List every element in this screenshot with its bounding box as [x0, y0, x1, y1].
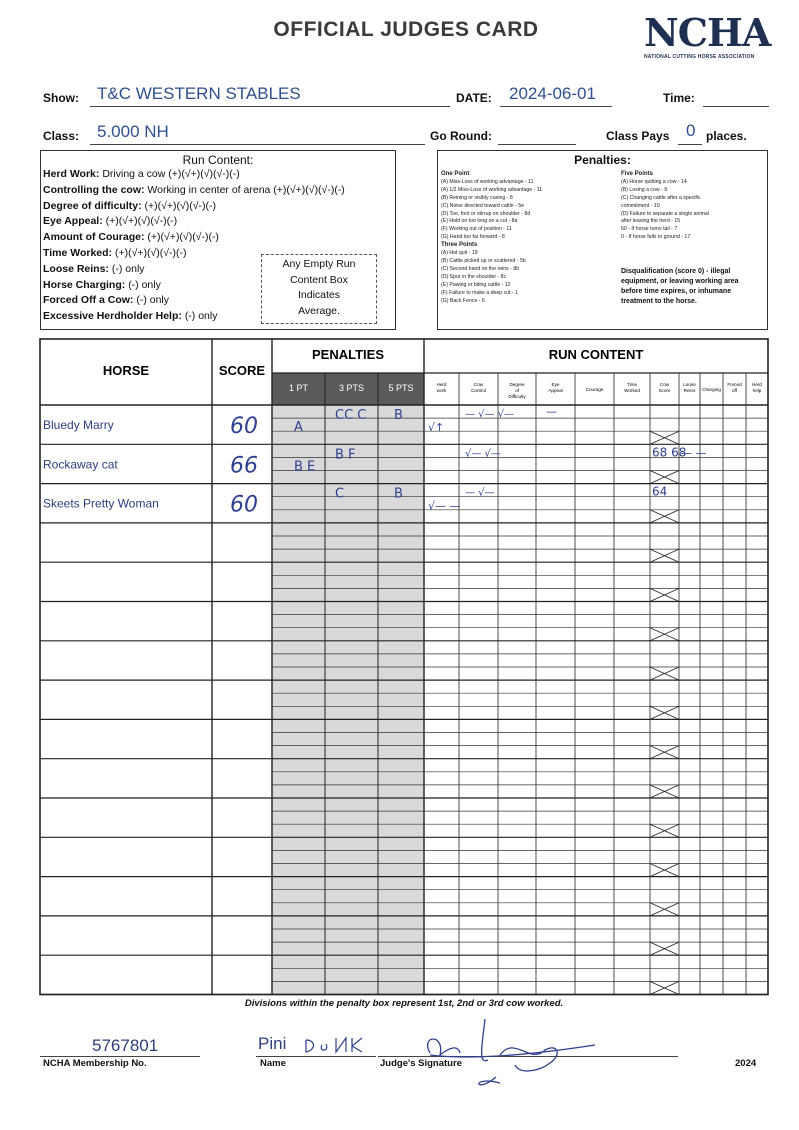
rc-col-header: Herd help	[752, 382, 762, 393]
rc-col-header: Eye Appeal	[548, 382, 563, 393]
rc-herd-work[interactable]: √↑	[428, 421, 445, 434]
penalty-legend-item: (B) Cattle picked up or scattered - 5b	[441, 257, 526, 264]
class-pays-label: Class Pays	[606, 129, 670, 143]
run-content-legend-title: Run Content:	[182, 153, 254, 167]
rc-cow-score[interactable]: 68 68	[652, 445, 687, 460]
legend-item-label: Forced Off a Cow:	[43, 294, 134, 307]
disq-line: Disqualification (score 0) - illegal	[621, 268, 731, 275]
disq-line: before time expires, or inhumane	[621, 288, 732, 295]
run-content-header: RUN CONTENT	[548, 347, 644, 362]
penalty-col-header: 1 PT	[288, 383, 309, 393]
legend-item-label: Herd Work:	[43, 168, 100, 180]
score-value[interactable]: 60	[230, 414, 258, 439]
five-points-title: Five Points	[621, 171, 654, 177]
class-value[interactable]: 5.000 NH	[97, 122, 169, 141]
legend-item-label: Controlling the cow:	[43, 183, 145, 196]
penalty-legend-item: 0 - If horse falls to ground - 17	[621, 234, 691, 241]
logo-subtitle: NATIONAL CUTTING HORSE ASSOCIATION	[644, 54, 755, 60]
rc-col-header: Charging	[702, 387, 721, 392]
rc-cow-control[interactable]: √— √—	[465, 448, 501, 460]
class-label: Class:	[43, 129, 80, 143]
legend-item-text: Driving a cow (+)(√+)(√)(√-)(-)	[102, 168, 240, 180]
penalty-col-header: 5 PTS	[388, 383, 414, 393]
name-value[interactable]: Pini	[258, 1034, 287, 1053]
rc-col-header: Time Worked	[624, 382, 640, 393]
class-pays-value[interactable]: 0	[686, 121, 696, 140]
show-label: Show:	[43, 91, 79, 105]
legend-item-text: (-) only	[184, 310, 218, 323]
year-label: 2024	[735, 1058, 757, 1069]
penalty-legend-item: (G) Back Fence - 6	[441, 297, 485, 304]
penalty-legend-item: commitment - 10	[621, 202, 660, 209]
penalty-3pt[interactable]: CC C	[335, 408, 367, 423]
legend-item-text: (-) only	[111, 262, 145, 275]
horse-name[interactable]: Skeets Pretty Woman	[43, 496, 159, 511]
score-value[interactable]: 66	[230, 453, 258, 479]
penalty-legend-item: (C) Second hand on the reins - 8b	[441, 265, 520, 272]
penalty-legend-item: (B) Reining or visibly cueing - 8	[441, 194, 513, 201]
date-value[interactable]: 2024-06-01	[509, 84, 596, 103]
horse-header: HORSE	[102, 363, 150, 378]
membership-label: NCHA Membership No.	[43, 1058, 147, 1069]
logo-text: NCHA	[644, 10, 771, 55]
disq-line: treatment to the horse.	[621, 298, 697, 305]
penalty-legend-item: (A) Hot quit - 19	[441, 250, 478, 257]
name-label: Name	[260, 1058, 286, 1069]
penalty-legend-item: (A) Miss-Loss of working advantage - 11	[441, 178, 534, 185]
time-label: Time:	[663, 91, 695, 105]
legend-item-label: Time Worked:	[43, 246, 113, 259]
score-value[interactable]: 60	[230, 492, 258, 518]
penalty-5pt[interactable]: B	[394, 486, 403, 502]
penalties-header: PENALTIES	[312, 347, 384, 362]
legend-item-text: (+)(√+)(√)(√-)(-)	[144, 199, 217, 212]
disq-line: equipment, or leaving working area	[621, 278, 739, 285]
penalty-legend-item: (E) Hold on too long on a cut - 8a	[441, 218, 518, 225]
horse-name[interactable]: Rockaway cat	[43, 457, 118, 472]
rc-col-header: Degree of Difficulty	[508, 382, 526, 399]
penalty-3pt[interactable]: B F	[335, 447, 356, 463]
penalty-legend-item: (E) Pawing or biting cattle - 12	[441, 281, 511, 288]
average-note-line: Indicates	[297, 289, 341, 301]
penalty-5pt[interactable]: B	[394, 408, 403, 423]
name-handwriting	[300, 1030, 370, 1060]
legend-item-text: (+)(√+)(√)(√-)(-)	[147, 231, 219, 244]
legend-item-text: (-) only	[136, 294, 170, 307]
legend-item-text: (+)(√+)(√)(√-)(-)	[114, 246, 187, 259]
penalty-legend-item: (C) Changing cattle after a specific	[621, 194, 701, 201]
rc-eye-appeal[interactable]: —	[546, 405, 557, 418]
go-round-label: Go Round:	[430, 129, 492, 143]
penalty-legend-item: (A) 1/2 Miss-Loss of working advantage - 11	[441, 186, 543, 193]
legend-item-label: Horse Charging:	[43, 278, 126, 291]
divisions-note: Divisions within the penalty box represent 1st, 2nd or 3rd cow worked.	[244, 998, 564, 1009]
penalty-legend-item: (D) Spur in the shoulder - 8c	[441, 273, 507, 280]
legend-item-label: Excessive Herdholder Help:	[43, 310, 182, 323]
signature-label: Judge's Signature	[380, 1058, 462, 1069]
penalty-legend-item: 60 - If horse turns tail - 7	[621, 226, 678, 233]
penalty-legend-item: (G) Hand too far forward - 8	[441, 234, 505, 241]
penalty-legend-item: (D) Toe, foot or stirrup on shoulder - 8d	[441, 210, 531, 217]
rc-col-header: Courage	[585, 387, 604, 392]
membership-value[interactable]: 5767801	[92, 1036, 159, 1055]
penalty-1pt[interactable]: B E	[294, 459, 316, 475]
penalty-legend-item: (C) Noise directed toward cattle - 5e	[441, 202, 525, 209]
rc-cow-control[interactable]: — √—	[465, 487, 495, 499]
rc-col-header: Cow Score	[658, 382, 671, 393]
penalty-col-header: 3 PTS	[338, 383, 365, 393]
legend-item-label: Degree of difficulty:	[43, 199, 142, 212]
three-points-title: Three Points	[441, 242, 478, 249]
score-header: SCORE	[218, 363, 266, 378]
penalty-3pt[interactable]: C	[335, 486, 345, 502]
legend-item-label: Amount of Courage:	[43, 231, 145, 244]
rc-col-header: Loose Reins	[683, 382, 696, 393]
rc-col-header: Herd work	[436, 382, 447, 393]
legend-item-text: (-) only	[128, 278, 161, 291]
rc-herd-work[interactable]: √— —	[428, 499, 461, 513]
penalty-legend-item: (D) Failure to separate a single animal	[621, 210, 709, 217]
rc-cow-control[interactable]: — √— √—	[465, 409, 515, 420]
one-point-title: One Point	[441, 171, 470, 177]
legend-item-label: Eye Appeal:	[43, 215, 103, 228]
penalties-legend-title: Penalties:	[574, 153, 631, 167]
penalty-legend-item: (F) Working out of position - 11	[441, 226, 512, 233]
show-value[interactable]: T&C WESTERN STABLES	[97, 84, 301, 103]
date-label: DATE:	[456, 91, 492, 105]
rc-col-header: Forced off	[727, 382, 742, 393]
penalty-1pt[interactable]: A	[294, 420, 303, 435]
places-label: places.	[706, 129, 747, 143]
legend-item-text: Working in center of arena (+)(√+)(√)(√-)(-)	[147, 183, 345, 196]
horse-name[interactable]: Bluedy Marry	[43, 418, 114, 432]
average-note-line: Any Empty Run	[282, 258, 356, 270]
rc-loose-reins[interactable]: — —	[681, 446, 707, 460]
penalty-legend-item: (B) Losing a cow - 9	[621, 186, 668, 193]
penalty-legend-item: (F) Failure to make a deep cut - 1	[441, 289, 518, 296]
membership-line	[40, 1056, 200, 1057]
average-note-line: Average.	[298, 304, 340, 317]
penalty-legend-item: (A) Horse quitting a cow - 14	[621, 178, 687, 185]
legend-item-text: (+)(√+)(√)(√-)(-)	[105, 215, 178, 228]
card-title: OFFICIAL JUDGES CARD	[273, 18, 539, 41]
rc-cow-score[interactable]: 64	[652, 484, 668, 499]
average-note-line: Content Box	[290, 273, 348, 286]
legend-item-label: Loose Reins:	[43, 262, 109, 275]
rc-col-header: Cow Control	[471, 382, 486, 393]
penalty-legend-item: after leaving the herd - 15	[621, 218, 681, 225]
